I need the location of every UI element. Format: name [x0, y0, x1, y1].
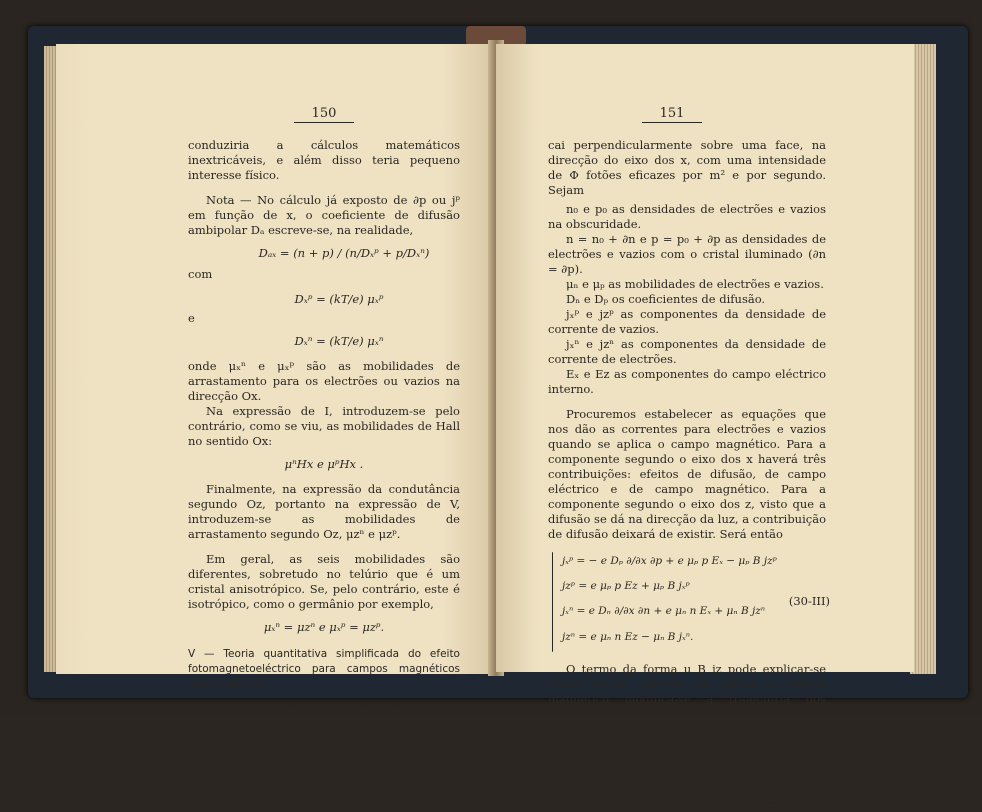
equation-ambipolar: Dₐₓ = (n + p) / (n/Dₓᵖ + p/Dₓⁿ) — [258, 246, 430, 260]
equation-label: (30-III) — [788, 594, 830, 608]
definition-item: n₀ e p₀ as densidades de electrões e vazios na obscuridade. — [548, 202, 826, 231]
right-paragraph-1: cai perpendicularmente sobre uma face, na direcção do eixo dos x, com uma intensidade de Φ fotões eficazes por m² e por segundo. Sejam — [548, 138, 826, 197]
definition-item: Dₙ e Dₚ os coeficientes de difusão. — [566, 292, 766, 306]
equation-system — [548, 552, 830, 652]
left-paragraph-4: Na expressão de I, introduzem-se pelo contrário, como se viu, as mobilidades de Hall no sentido Ox: — [188, 404, 460, 448]
definition-item: μₙ e μₚ as mobilidades de electrões e vazios. — [566, 277, 824, 291]
definition-item: jₓᵖ e jzᵖ as componentes da densidade de corrente de vazios. — [548, 307, 826, 336]
equation-jzn: jzⁿ = e μₙ n Ez − μₙ B jₓⁿ. — [562, 631, 694, 643]
right-paragraph-3: O termo da forma μ B jz pode explicar-se como segue: quando se aplica o campo magnético modifica-se a trajectória dos transportadores e portanto passará a existir, para cada tipo, uma componente de velocidade, isto é, de corrente, segundo Oz. O campo magnético vai agir sobre esta corrente, donde o termo. Se o campo magnético é pequeno, este termo poderá desprezar-se, mas o mesmo já não sucede se ele é intenso. — [548, 662, 826, 811]
equation-dn: Dₓⁿ = (kT/e) μₓⁿ — [294, 334, 384, 348]
equation-isotropic: μₓⁿ = μzⁿ e μₓᵖ = μzᵖ. — [263, 620, 385, 634]
label-e: e — [188, 311, 195, 325]
left-paragraph-6: Em geral, as seis mobilidades são diferentes, sobretudo no telúrio que é um cristal anisotrópico. Se, pelo contrário, este é isotrópico, como o germânio por exemplo, — [188, 552, 460, 611]
right-page — [496, 44, 914, 811]
left-paragraph-5: Finalmente, na expressão da condutância segundo Oz, portanto na expressão de V, introduzem-se as mobilidades de arrastamento segundo Oz, μzⁿ e μzᵖ. — [188, 482, 460, 541]
page-number-right: 151 — [659, 106, 685, 121]
left-page — [56, 44, 494, 791]
section-heading: V — Teoria quantitativa simplificada do efeito fotomagnetoeléctrico para campos magnéticos muito intensos. — [188, 648, 460, 690]
right-text-column — [548, 138, 830, 812]
definition-item: n = n₀ + ∂n e p = p₀ + ∂p as densidades de electrões e vazios com o cristal iluminado (∂n = ∂p). — [548, 232, 826, 276]
page-number-underline — [294, 122, 354, 123]
right-paragraph-2: Procuremos estabelecer as equações que nos dão as correntes para electrões e vazios quando se aplica o campo magnético. Para a componente segundo o eixo dos x haverá três contribuições: efeitos de difusão, de campo eléctrico e de campo magnético. Para a componente segundo o eixo dos z, visto que a difusão se dá na direcção da luz, a contribuição de difusão deixará de existir. Será então — [548, 407, 826, 541]
system-brace — [552, 552, 553, 652]
left-text-column — [188, 138, 460, 792]
left-paragraph-1: conduziria a cálculos matemáticos inextricáveis, e além disso teria pequeno interesse físico. — [188, 138, 460, 182]
equation-jxp: jₓᵖ = − e Dₚ ∂/∂x ∂p + e μₚ p Eₓ − μₚ B jzᵖ — [562, 555, 777, 567]
left-paragraph-7: Para obter esta teoria suporemos algumas hipóteses simplificadoras pois os cálculos no caso geral conduziriam a dificuldades matemáticas consideráveis. Suporemos o campo magnético muito intenso e consideramos que a luz — [188, 702, 460, 791]
equation-hall: μⁿHx e μᵖHx . — [284, 457, 364, 471]
definition-item: Eₓ e Ez as componentes do campo eléctrico interno. — [548, 367, 826, 396]
equation-jxn: jₓⁿ = e Dₙ ∂/∂x ∂n + e μₙ n Eₓ + μₙ B jzⁿ — [562, 605, 766, 617]
label-com: com — [188, 267, 213, 281]
left-paragraph-3: onde μₓⁿ e μₓᵖ são as mobilidades de arrastamento para os electrões ou vazios na direcção Ox. — [188, 359, 460, 403]
left-paragraph-2: Nota — No cálculo já exposto de ∂p ou jᵖ em função de x, o coeficiente de difusão ambipolar Dₐ escreve-se, na realidade, — [188, 193, 460, 237]
page-number-left: 150 — [311, 106, 337, 121]
page-number-underline — [642, 122, 702, 123]
equation-dp: Dₓᵖ = (kT/e) μₓᵖ — [294, 292, 384, 306]
definition-item: jₓⁿ e jzⁿ as componentes da densidade de corrente de electrões. — [548, 337, 826, 366]
equation-jzp: jzᵖ = e μₚ p Ez + μₚ B jₓᵖ — [562, 580, 690, 592]
